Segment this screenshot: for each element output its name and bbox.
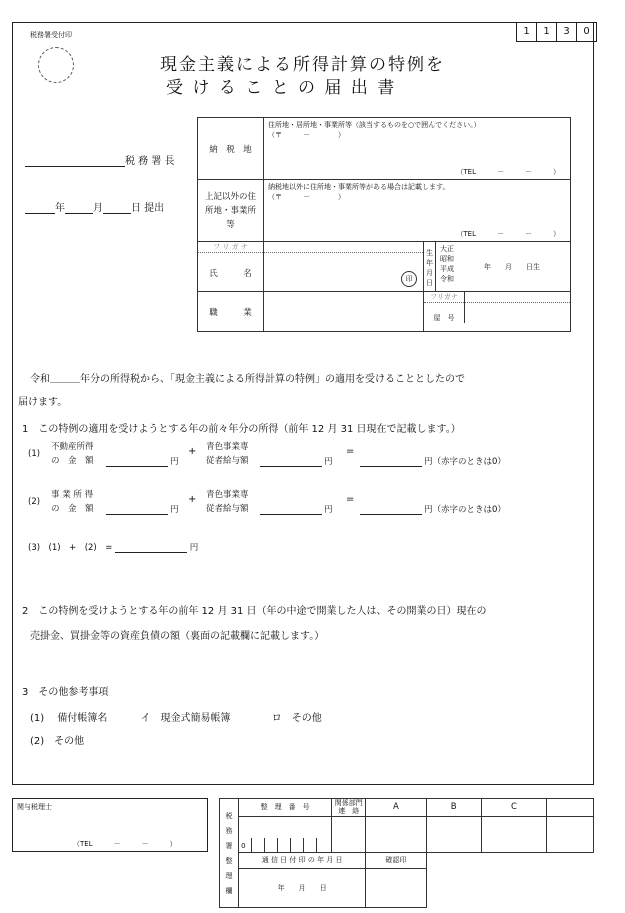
name-field[interactable]: [264, 242, 424, 292]
s1-2-num: (2): [28, 497, 41, 507]
kakunin-field[interactable]: [366, 869, 426, 908]
s1-3-yen: 円: [189, 543, 199, 553]
s1-1-a-bot: の 金 額: [51, 456, 94, 466]
page-title-line1: 現金主義による所得計算の特例を: [160, 55, 445, 75]
era-taisho: 大正: [440, 245, 454, 253]
code-digit: 1: [516, 22, 537, 42]
office-use-table: [219, 798, 594, 908]
birth-label: 生年月日: [424, 242, 436, 292]
col-a: A: [366, 799, 426, 817]
era-reiwa: 令和: [440, 275, 454, 283]
s1-row1: [28, 440, 588, 470]
nozei-label: 納 税 地: [198, 118, 264, 180]
tax-office-line: [25, 152, 175, 167]
office-vertical-label: 税 務 署 整 理 欄: [220, 799, 239, 908]
col-a-field[interactable]: [366, 817, 426, 853]
s1-2-b-field[interactable]: [260, 502, 322, 515]
s1-1-b-yen: 円: [324, 457, 333, 467]
code-digit: 1: [537, 22, 557, 42]
s1-2-plus: +: [188, 494, 197, 505]
other-addr-note: 納税地以外に住所地・事業所等がある場合は記載します。: [268, 183, 450, 191]
seiri-zero: 0: [241, 842, 246, 850]
s3-1-option-b[interactable]: ロ その他: [271, 713, 322, 724]
s1-1-a-top: 不動産所得: [51, 442, 94, 452]
s1-3-formula: (3) (1) + (2) =: [28, 543, 113, 553]
seiri-label: 整 理 番 号: [239, 799, 332, 817]
section2-line1: 2 この特例を受けようとする年の前年 12 月 31 日（年の中途で開業した人は、その開業の日）現在の: [22, 606, 487, 617]
s1-2-a-bot: の 金 額: [51, 504, 94, 514]
nozei-postal: （〒 － ）: [268, 131, 345, 139]
s3-2-row: (2) その他: [30, 736, 85, 747]
section1-title: 1 この特例の適用を受けようとする年の前々年分の所得（前年 12 月 31 日現在で記載します。）: [22, 424, 461, 435]
s1-1-b-top: 青色事業専: [206, 442, 249, 452]
furigana-label: フ リ ガ ナ: [198, 242, 263, 253]
kankei-field[interactable]: [332, 817, 366, 853]
accountant-label: 関与税理士: [17, 803, 52, 811]
s3-1-num: (1): [30, 713, 45, 724]
nozei-note: 住所地・居所地・事業所等（該当するものを○で囲んでください。）: [268, 121, 481, 129]
kakunin-label: 確認印: [366, 853, 426, 869]
code-digit: 3: [557, 22, 577, 42]
intro-line1: 令和＿＿＿年分の所得税から、「現金主義による所得計算の特例」の適用を受けることとしたので: [30, 374, 465, 385]
other-addr-tel: （TEL － － ）: [456, 230, 560, 238]
date-year-label: 年: [55, 203, 65, 214]
s1-2-b-top: 青色事業専: [206, 490, 249, 500]
s3-1-label: 備付帳簿名: [57, 713, 108, 724]
seal-mark: 印: [401, 271, 417, 287]
name-label-cell: [198, 242, 264, 292]
s3-1-option-a[interactable]: イ 現金式簡易帳簿: [140, 713, 231, 724]
section2-line2: 売掛金、買掛金等の資産負債の額（裏面の記載欄に記載します。）: [30, 631, 325, 642]
s1-1-b-bot: 従者給与額: [206, 456, 249, 466]
s1-1-deficit: 円（赤字のときは0）: [424, 457, 506, 467]
nozei-tel: （TEL － － ）: [456, 168, 560, 176]
shop-field[interactable]: [424, 292, 571, 332]
shop-furigana: フリガナ: [424, 292, 464, 303]
stamp-label: 税務署受付印: [30, 31, 72, 39]
s1-2-b-yen: 円: [324, 505, 333, 515]
s1-2-deficit: 円（赤字のときは0）: [424, 505, 506, 515]
col-b: B: [426, 799, 481, 817]
kankei-label: 関係部門連 絡: [332, 799, 366, 817]
s1-1-total-field[interactable]: [360, 454, 422, 467]
s1-2-b-bot: 従者給与額: [206, 504, 249, 514]
other-addr-field[interactable]: [264, 180, 571, 242]
s1-2-a-top: 事 業 所 得: [51, 490, 94, 500]
blank-area: [426, 853, 593, 908]
s1-1-num: (1): [28, 449, 41, 459]
date-day-label: 日 提出: [131, 203, 165, 214]
s1-1-a-yen: 円: [170, 457, 179, 467]
s1-2-eq: =: [346, 494, 355, 505]
s1-1-a-field[interactable]: [106, 454, 168, 467]
col-c: C: [481, 799, 547, 817]
s1-1-b-field[interactable]: [260, 454, 322, 467]
name-label: 氏 名: [209, 269, 252, 279]
shop-label: 屋 号: [433, 314, 455, 322]
col-d: [547, 799, 594, 817]
tsushin-ymd[interactable]: 年 月 日: [239, 869, 366, 908]
s1-row3: [28, 540, 198, 553]
s1-2-a-yen: 円: [170, 505, 179, 515]
s1-1-eq: =: [346, 446, 355, 457]
code-digit: 0: [577, 22, 597, 42]
era-heisei: 平成: [440, 265, 454, 273]
section3-title: 3 その他参考事項: [22, 687, 109, 698]
applicant-table: [197, 117, 571, 332]
s1-3-field[interactable]: [115, 540, 187, 553]
submit-date: [25, 199, 164, 214]
page-title-line2: 受 け る こ と の 届 出 書: [166, 78, 397, 98]
tax-office-suffix: 税 務 署 長: [125, 156, 175, 167]
birth-ymd: 年 月 日生: [484, 263, 540, 271]
col-b-field[interactable]: [426, 817, 481, 853]
col-c-field[interactable]: [481, 817, 547, 853]
accountant-box[interactable]: [12, 798, 208, 852]
era-showa: 昭和: [440, 255, 454, 263]
other-addr-postal: （〒 － ）: [268, 193, 345, 201]
s1-row2: [28, 488, 588, 518]
s1-2-total-field[interactable]: [360, 502, 422, 515]
job-field[interactable]: [264, 292, 424, 332]
seiri-field[interactable]: [239, 817, 332, 853]
birth-field[interactable]: [436, 242, 571, 292]
nozei-field[interactable]: [264, 118, 571, 180]
col-d-field[interactable]: [547, 817, 594, 853]
s1-1-plus: +: [188, 446, 197, 457]
accountant-tel: （TEL － － ）: [73, 840, 177, 848]
s3-1-row: [30, 709, 322, 724]
intro-line2: 届けます。: [18, 397, 68, 408]
other-addr-label: 上記以外の住所地・事業所等: [198, 180, 264, 242]
s1-2-a-field[interactable]: [106, 502, 168, 515]
job-label: 職 業: [198, 292, 264, 332]
tsushin-label: 通 信 日 付 印 の 年 月 日: [239, 853, 366, 869]
date-month-label: 月: [93, 203, 103, 214]
